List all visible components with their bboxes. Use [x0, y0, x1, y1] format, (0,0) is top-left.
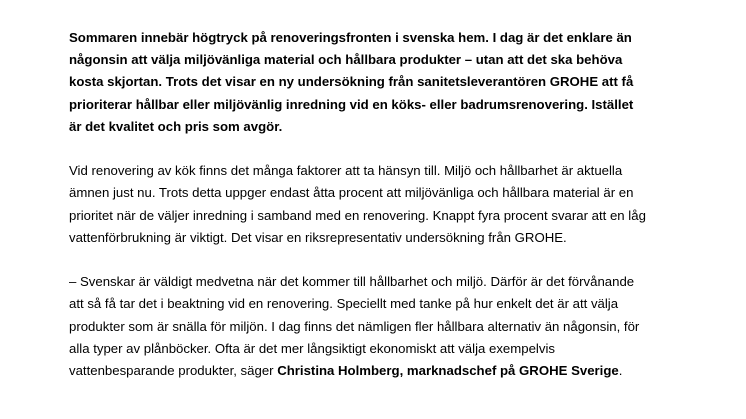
- quote-line: alla typer av plånböcker. Ofta är det mer långsiktigt ekonomiskt att välja exempelvis: [69, 340, 555, 356]
- body-line: vattenförbrukning är viktigt. Det visar en riksrepresentativ undersökning från GROHE.: [69, 229, 567, 245]
- document-page: [69, 27, 689, 382]
- lead-line: prioriterar hållbar eller miljövänlig inredning vid en köks- eller badrumsrenovering. Istället: [69, 96, 634, 112]
- lead-line: någonsin att välja miljövänliga material och hållbara produkter – utan att det ska behöva: [69, 52, 623, 68]
- body-line: Vid renovering av kök finns det många faktorer att ta hänsyn till. Miljö och hållbarhet är aktuella: [69, 163, 623, 179]
- quote-line: produkter som är snälla för miljön. I dag finns det nämligen fler hållbara alternativ än någonsin, för: [69, 318, 640, 334]
- body-line: ämnen just nu. Trots detta uppger endast åtta procent att miljövänliga och hållbara material är en: [69, 185, 634, 201]
- lead-line: Sommaren innebär högtryck på renoveringsfronten i svenska hem. I dag är det enklare än: [69, 30, 632, 45]
- quote-speaker: Christina Holmberg, marknadschef på GROHE Sverige: [277, 363, 619, 379]
- quote-line: att så få tar det i beaktning vid en renovering. Speciellt med tanke på hur enkelt det är att välja: [69, 296, 619, 312]
- quote-attribution-suffix: .: [618, 363, 623, 379]
- paragraph-spacer: [69, 138, 689, 160]
- quote-paragraph: [69, 271, 689, 382]
- quote-line: – Svenskar är väldigt medvetna när det kommer till hållbarhet och miljö. Därför är det förvånande: [69, 274, 635, 290]
- body-line: prioritet när de väljer inredning i samband med en renovering. Knappt fyra procent svarar att en låg: [69, 207, 646, 223]
- lead-paragraph: [69, 27, 689, 138]
- body-paragraph: [69, 160, 689, 249]
- quote-line: [69, 360, 689, 382]
- lead-line: är det kvalitet och pris som avgör.: [69, 118, 283, 134]
- quote-attribution-prefix: vattenbesparande produkter, säger: [69, 363, 278, 379]
- lead-line: kosta skjortan. Trots det visar en ny undersökning från sanitetsleverantören GROHE att få: [69, 74, 634, 90]
- paragraph-spacer: [69, 249, 689, 271]
